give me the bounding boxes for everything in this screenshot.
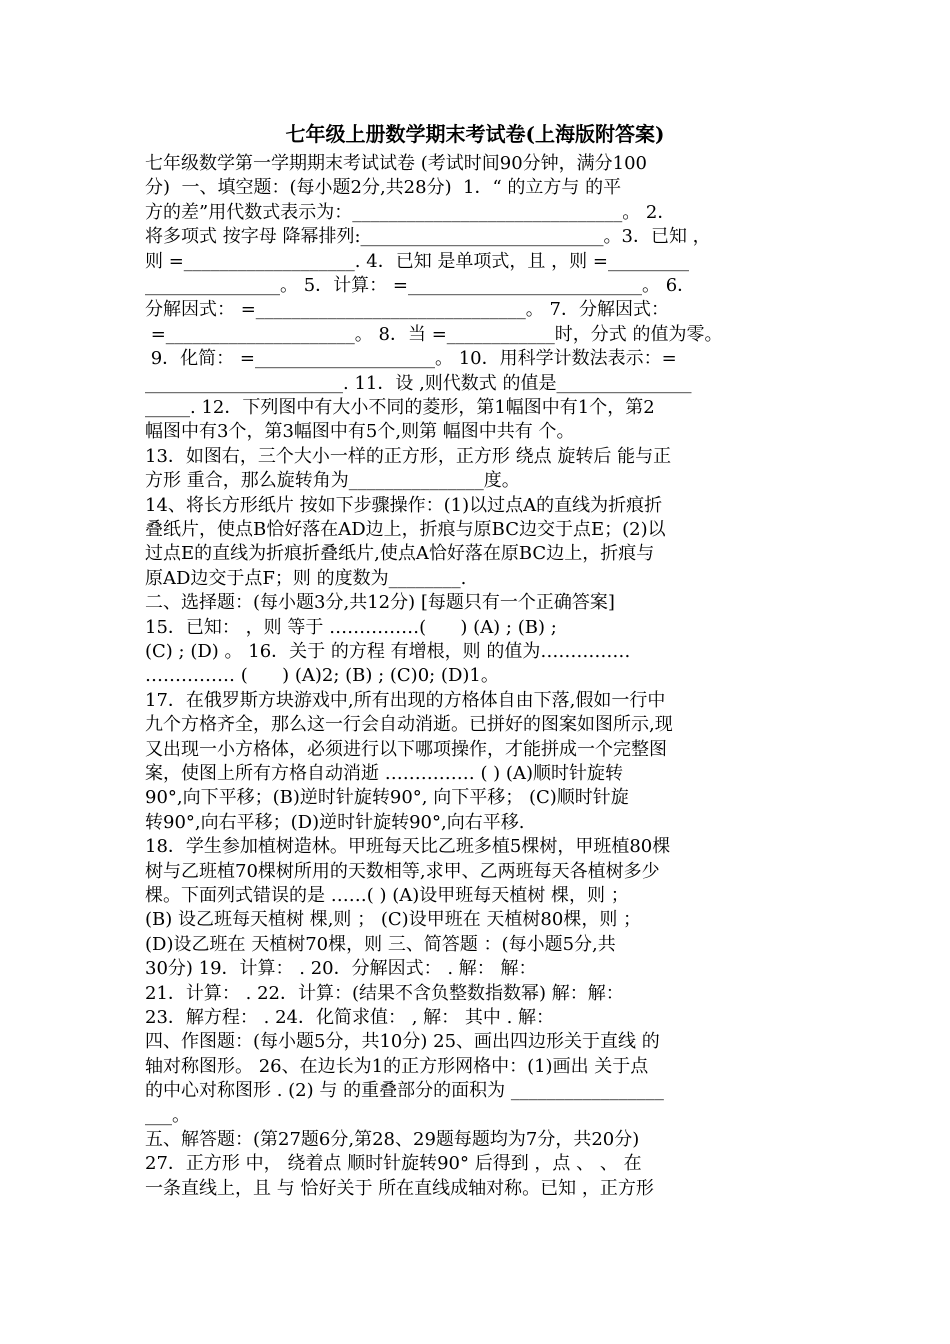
text-line: ___。 [145, 1104, 190, 1126]
text-line: 棵。下面列式错误的是 ……( ) (A)设甲班每天植树 棵，则 ； [145, 885, 629, 906]
text-line: 27．正方形 中， 绕着点 顺时针旋转90° 后得到 ，点 、 、 在 [145, 1153, 642, 1175]
text-line: …………… ( ) (A)2; (B) ; (C)0; (D)1。 [145, 665, 499, 687]
text-line: (B) 设乙班每天植树 棵,则 ； (C)设甲班在 天植树80棵，则 ； [145, 909, 642, 931]
text-line: 四、作图题：(每小题5分，共10分) 25、画出四边形关于直线 的 [145, 1031, 660, 1053]
text-line: 二、选择题：(每小题3分,共12分) [每题只有一个正确答案] [145, 592, 615, 614]
text-line: 分) 一、填空题：(每小题2分,共28分) 1．“ 的立方与 的平 [145, 177, 622, 199]
text-line: 过点E的直线为折痕折叠纸片,使点A恰好落在原BC边上，折痕与 [145, 543, 655, 565]
text-line: (C) ; (D) 。 16．关于 的方程 有增根，则 的值为…………… [145, 641, 631, 662]
text-line: 五、解答题：(第27题6分,第28、29题每题均为7分，共20分) [145, 1129, 640, 1150]
text-line: 方形 重合，那么旋转角为_______________度。 [145, 470, 520, 492]
text-line: _____. 12．下列图中有大小不同的菱形，第1幅图中有1个，第2 [145, 397, 655, 418]
text-line: 则 =___________________. 4．已知 是单项式，且 ，则 =_________ [145, 250, 689, 272]
text-line: 9．化简： =____________________。 10．用科学计数法表示：= [145, 348, 677, 370]
text-line: 七年级数学第一学期期末考试试卷 (考试时间90分钟，满分100 [145, 153, 648, 174]
text-line: 的中心对称图形 . (2) 与 的重叠部分的面积为 _________________ [145, 1080, 664, 1102]
text-line: 又出现一小方格体，必须进行以下哪项操作，才能拼成一个完整图 [145, 738, 667, 760]
text-line: 一条直线上，且 与 恰好关于 所在直线成轴对称。已知 ，正方形 [145, 1177, 654, 1199]
text-line: 叠纸片，使点B恰好落在AD边上，折痕与原BC边交于点E；(2)以 [145, 519, 666, 540]
text-line: 转90°,向右平移；(D)逆时针旋转90°,向右平移. [145, 811, 525, 833]
text-line: 23．解方程： . 24．化简求值： , 解： 其中 . 解： [145, 1007, 555, 1028]
text-line: 树与乙班植70棵树所用的天数相等,求甲、乙两班每天各植树多少 [145, 860, 660, 882]
text-line: 17．在俄罗斯方块游戏中,所有出现的方格体自由下落,假如一行中 [145, 689, 666, 711]
text-line: 14、将长方形纸片 按如下步骤操作：(1)以过点A的直线为折痕折 [145, 494, 663, 516]
text-line: 轴对称图形。 26、在边长为1的正方形网格中：(1)画出 关于点 [145, 1055, 649, 1077]
text-line: 30分) 19．计算： . 20．分解因式： . 解： 解： [145, 958, 537, 980]
text-line: 15．已知： ，则 等于 ……………( ) (A) ; (B) ; [145, 616, 557, 638]
text-line: 分解因式： =______________________________。 7．分解因式： [145, 299, 669, 321]
text-line: 21．计算： . 22．计算：(结果不含负整数指数幂) 解：解： [145, 982, 624, 1004]
text-line: 90°,向下平移；(B)逆时针旋转90°, 向下平移； (C)顺时针旋 [145, 787, 629, 809]
text-line: ______________________. 11．设 ,则代数式 的值是_______________ [145, 372, 692, 394]
text-line: 幅图中有3个，第3幅图中有5个,则第 幅图中共有 个。 [145, 421, 575, 443]
text-line: _______________。 5．计算： =__________________________。 6． [145, 275, 696, 296]
text-line: (D)设乙班在 天植树70棵，则 三、简答题 ：(每小题5分,共 [145, 933, 616, 955]
text-line: 将多项式 按字母 降幂排列:___________________________。3．已知 ， [145, 226, 711, 248]
text-line: 18．学生参加植树造林。甲班每天比乙班多植5棵树，甲班植80棵 [145, 836, 671, 858]
text-line: 案，使图上所有方格自动消逝 …………… ( ) (A)顺时针旋转 [145, 763, 623, 784]
page-title: 七年级上册数学期末考试卷(上海版附答案) [285, 122, 665, 146]
text-line: 九个方格齐全，那么这一行会自动消逝。已拼好的图案如图所示,现 [145, 714, 673, 736]
text-line: =_____________________。 8．当 =____________时，分式 的值为零。 [145, 323, 723, 345]
text-line: 13．如图右，三个大小一样的正方形，正方形 绕点 旋转后 能与正 [145, 445, 672, 467]
text-line: 原AD边交于点F；则 的度数为________. [145, 567, 467, 589]
text-line: 方的差”用代数式表示为：______________________________。 2． [145, 201, 676, 223]
